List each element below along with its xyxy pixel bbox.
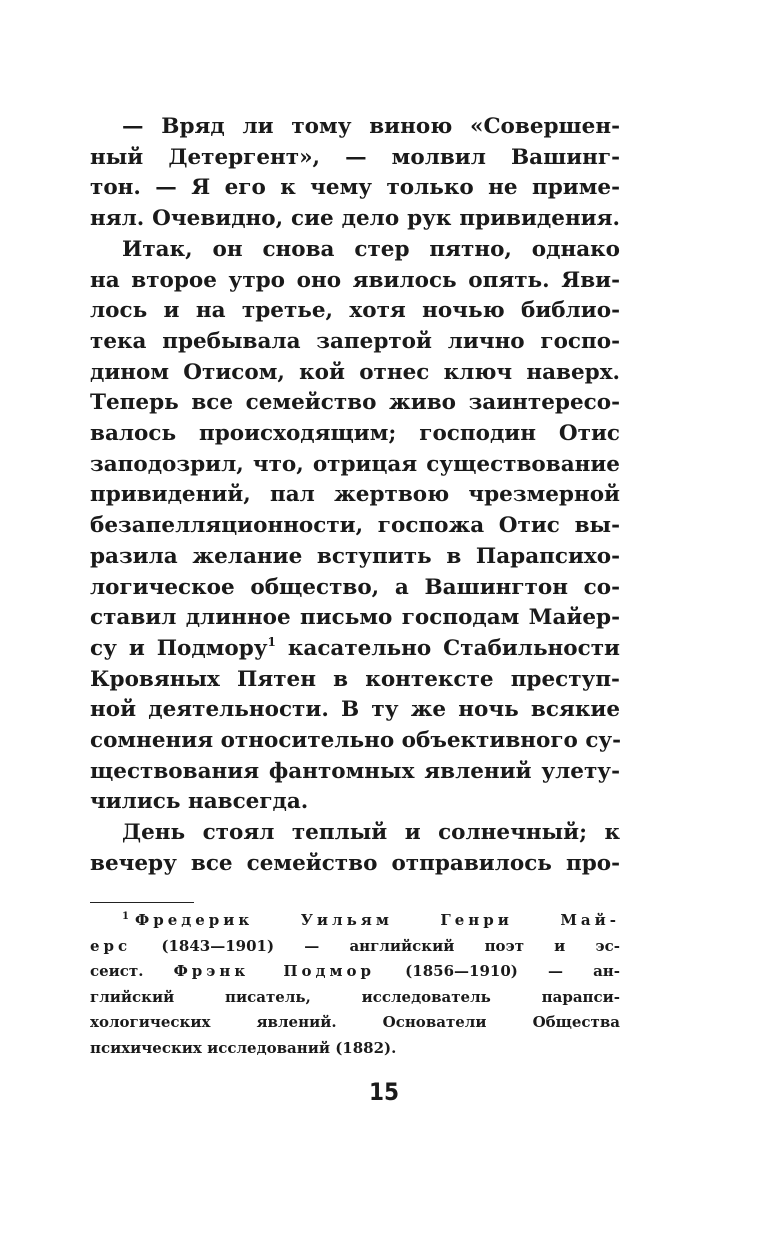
footnote-name: Фредерик Уильям Генри Май- [134, 911, 620, 929]
footnote-name: ерс [90, 936, 132, 955]
text-line: Кровяных Пятен в контексте преступ- [90, 666, 620, 692]
footnote-line: психических исследований (1882). [90, 1038, 397, 1057]
footnote-name: Фрэнк Подмор [173, 962, 376, 981]
footnote-line: хологических явлений. Основатели Общества [90, 1013, 620, 1032]
text-line: лось и на третье, хотя ночью библио- [90, 298, 620, 324]
text-line: ный Детергент», — молвил Вашинг- [90, 144, 620, 170]
page-number: 15 [368, 1078, 400, 1106]
footnote-divider [90, 902, 194, 903]
text-line: привидений, пал жертвою чрезмерной [90, 482, 620, 508]
paragraph-3 [90, 818, 620, 879]
text-line: нял. Очевидно, сие дело рук привидения. [90, 206, 620, 232]
text-line: безапелляционности, госпожа Отис вы- [90, 513, 620, 539]
paragraph-2 [90, 235, 620, 818]
text-line: День стоял теплый и солнечный; к [122, 820, 620, 846]
text-line: разила желание вступить в Парапсихо- [90, 543, 620, 569]
text-line: вечеру все семейство отправилось про- [90, 850, 620, 876]
footnote-line [90, 934, 620, 960]
text-line: — Вряд ли тому виною «Совершен- [122, 114, 620, 139]
text-line: логическое общество, а Вашингтон со- [90, 574, 620, 600]
footnote-text: сеист. [90, 962, 144, 981]
text-line: ставил длинное письмо господам Майер- [90, 605, 620, 631]
text-line: Теперь все семейство живо заинтересо- [90, 390, 620, 416]
text-line: тека пребывала запертой лично госпо- [90, 328, 620, 354]
footnote-text: (1843—1901) — английский поэт и эс- [161, 936, 620, 955]
text-line: ной деятельности. В ту же ночь всякие [90, 697, 620, 723]
text-line: на второе утро оно явилось опять. Яви- [90, 267, 620, 293]
text-line: заподозрил, что, отрицая существование [90, 451, 620, 477]
footnote-line [90, 959, 620, 985]
footnote-line: глийский писатель, исследователь парапси- [90, 987, 620, 1006]
text-line: чились навсегда. [90, 789, 309, 815]
text-line: Итак, он снова стер пятно, однако [122, 236, 620, 262]
footnote-text: (1856—1910) — ан- [405, 962, 621, 981]
text-segment: касательно Стабильности [287, 635, 620, 661]
text-line: сомнения относительно объективного су- [90, 728, 622, 754]
text-line: ществования фантомных явлений улету- [90, 758, 620, 784]
text-segment: су и Подмору [90, 635, 268, 661]
text-line: валось происходящим; господин Отис [90, 421, 620, 447]
footnote-reference[interactable]: 1 [267, 634, 276, 649]
footnote-marker: 1 [122, 911, 129, 922]
footnote [90, 908, 620, 1062]
main-text [90, 112, 620, 880]
text-line: дином Отисом, кой отнес ключ наверх. [90, 359, 620, 385]
footnote-line [90, 908, 620, 934]
paragraph-1 [90, 112, 620, 235]
text-line-with-footnote-ref [90, 634, 620, 665]
text-line: тон. — Я его к чему только не приме- [90, 175, 620, 201]
